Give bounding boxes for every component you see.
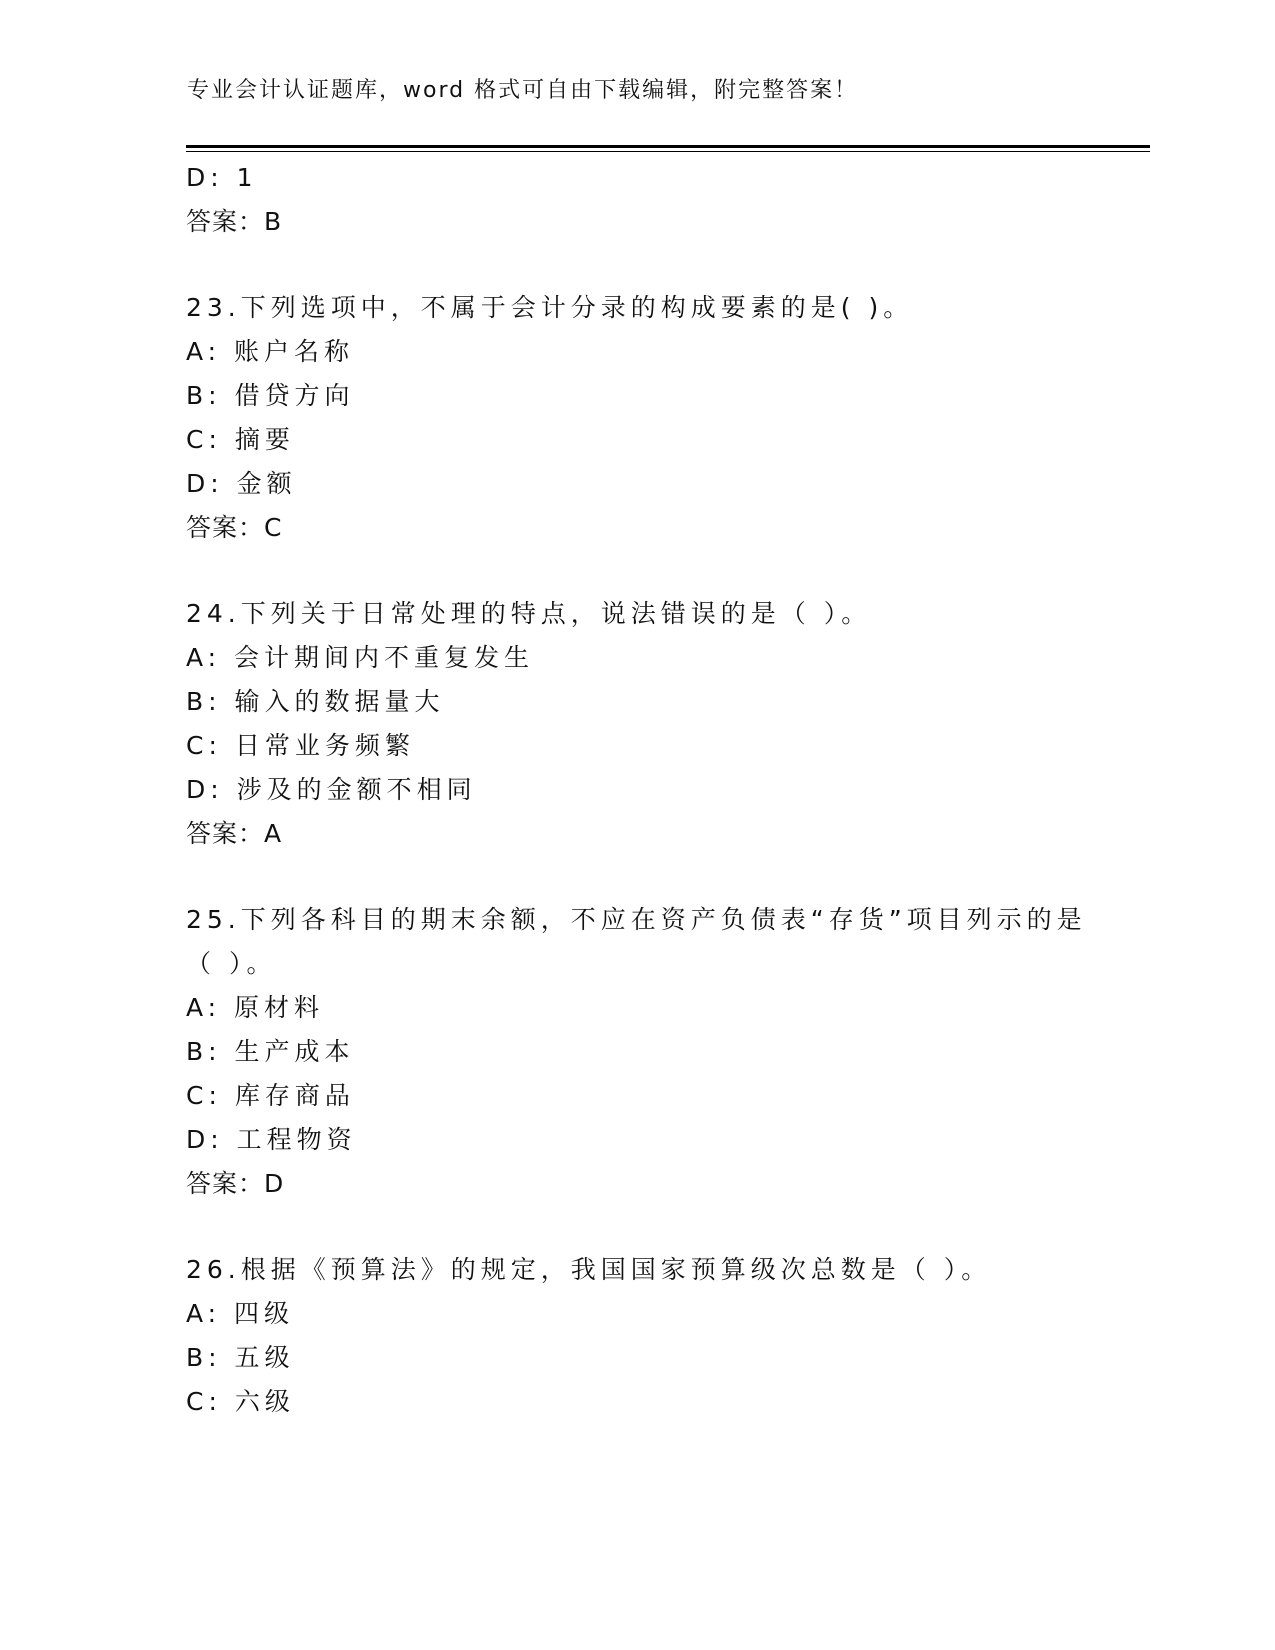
option-d: D: 涉及的金额不相同 xyxy=(186,775,477,804)
option-b: B: 借贷方向 xyxy=(186,381,355,410)
option-a: A: 四级 xyxy=(186,1299,295,1328)
option-b: B: 输入的数据量大 xyxy=(186,687,445,716)
option-d: D: 工程物资 xyxy=(186,1125,357,1154)
option-d: D: 1 xyxy=(186,163,258,192)
option-c: C: 摘要 xyxy=(186,425,295,454)
option-d: D: 金额 xyxy=(186,469,297,498)
header-rule-thin xyxy=(186,151,1150,152)
option-c: C: 六级 xyxy=(186,1387,295,1416)
question-stem: 25.下列各科目的期末余额，不应在资产负债表“存货”项目列示的是 xyxy=(186,905,1087,934)
question-stem: 24.下列关于日常处理的特点，说法错误的是（ ）。 xyxy=(186,599,872,628)
answer-line: 答案：A xyxy=(186,819,283,848)
question-stem-continued: （ ）。 xyxy=(186,949,277,978)
option-c: C: 日常业务频繁 xyxy=(186,731,415,760)
header-rule-thick xyxy=(186,145,1150,148)
option-a: A: 会计期间内不重复发生 xyxy=(186,643,535,672)
option-b: B: 生产成本 xyxy=(186,1037,355,1066)
option-a: A: 账户名称 xyxy=(186,337,355,366)
question-stem: 23.下列选项中，不属于会计分录的构成要素的是( )。 xyxy=(186,293,914,322)
page-header: 专业会计认证题库，word 格式可自由下载编辑，附完整答案！ xyxy=(187,78,859,103)
option-c: C: 库存商品 xyxy=(186,1081,355,1110)
option-a: A: 原材料 xyxy=(186,993,325,1022)
answer-line: 答案：D xyxy=(186,1169,285,1198)
question-stem: 26.根据《预算法》的规定，我国国家预算级次总数是（ ）。 xyxy=(186,1255,992,1284)
answer-line: 答案：C xyxy=(186,513,283,542)
option-b: B: 五级 xyxy=(186,1343,295,1372)
answer-line: 答案：B xyxy=(186,207,283,236)
